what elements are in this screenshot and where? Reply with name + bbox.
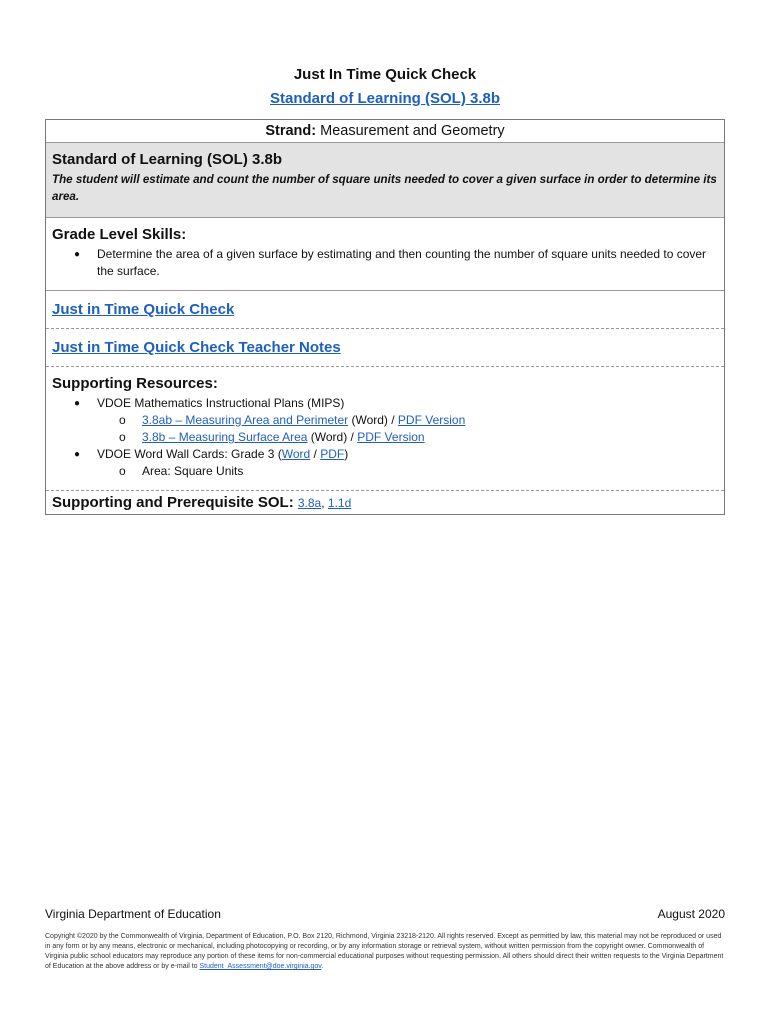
copyright-text: Copyright ©2020 by the Commonwealth of Virginia, Department of Education, P.O. Box 2120, Richmond, Virginia 23218-2120. All rights reserved. Except as permitted by law, this material may not be reproduced or used in any form or by any means, electronic or mechanical, including photocopying or recording, or by any information storage or retrieval system, without written permission from the copyright owner. Commonwealth of Virginia public school educators may reproduce any portion of these items for non-commercial educational purposes without requesting permission. All others should direct their written requests to the Virginia Department of Education at the above address or by e-mail to — [45, 933, 724, 970]
mips-area-perimeter-link[interactable]: 3.8ab – Measuring Area and Perimeter — [142, 413, 349, 427]
sub-bullet-icon: o — [119, 464, 126, 478]
copyright-notice — [45, 932, 727, 972]
sol-heading: Standard of Learning (SOL) 3.8b — [52, 151, 283, 168]
resources-heading: Supporting Resources: — [52, 375, 218, 392]
list-subitem — [52, 429, 718, 446]
footer-organization: Virginia Department of Education — [45, 907, 221, 921]
strand-value: Measurement and Geometry — [320, 123, 505, 139]
resource-text: VDOE Word Wall Cards: Grade 3 ( — [97, 447, 282, 461]
bullet-icon: ● — [74, 398, 81, 409]
teacher-notes-row — [46, 328, 724, 366]
list-item — [52, 246, 718, 280]
list-item — [52, 395, 718, 412]
bullet-icon: ● — [74, 449, 81, 460]
close-paren: ) — [344, 447, 349, 461]
word-wall-word-link[interactable]: Word — [281, 447, 311, 461]
strand-label: Strand: — [265, 123, 317, 139]
quick-check-row — [46, 290, 724, 328]
sol-table — [45, 119, 725, 515]
bullet-icon: ● — [74, 249, 81, 260]
sol-description: The student will estimate and count the number of square units needed to cover a given surface in order to determine its area. — [52, 173, 717, 203]
footer-date: August 2020 — [657, 907, 725, 921]
prereq-row — [46, 490, 724, 514]
word-label: (Word) / — [307, 430, 358, 444]
separator: / — [310, 447, 321, 461]
skills-row — [46, 217, 724, 290]
copyright-end: . — [321, 963, 324, 970]
skills-heading: Grade Level Skills: — [52, 226, 187, 243]
word-wall-pdf-link[interactable]: PDF — [320, 447, 345, 461]
word-wall-card-text: Area: Square Units — [142, 464, 244, 478]
quick-check-link[interactable]: Just in Time Quick Check — [52, 301, 235, 318]
skill-text: Determine the area of a given surface by estimating and then counting the number of square units needed to cover the surface. — [97, 247, 707, 278]
page-subtitle — [0, 90, 770, 107]
prereq-link-1-1d[interactable]: 1.1d — [327, 496, 352, 510]
sub-bullet-icon: o — [119, 430, 126, 444]
teacher-notes-link[interactable]: Just in Time Quick Check Teacher Notes — [52, 339, 341, 356]
resources-row — [46, 366, 724, 490]
mips-area-perimeter-pdf-link[interactable]: PDF Version — [397, 413, 466, 427]
separator: , — [321, 496, 328, 510]
prereq-label: Supporting and Prerequisite SOL: — [52, 494, 294, 511]
prereq-link-3-8a[interactable]: 3.8a — [297, 496, 322, 510]
list-subitem — [52, 463, 718, 480]
sol-link[interactable]: Standard of Learning (SOL) 3.8b — [269, 90, 501, 107]
mips-surface-area-pdf-link[interactable]: PDF Version — [357, 430, 425, 444]
prereq-links — [298, 496, 351, 510]
page-title: Just In Time Quick Check — [293, 66, 477, 83]
resource-text: VDOE Mathematics Instructional Plans (MIPS) — [97, 396, 345, 410]
list-subitem — [52, 412, 718, 429]
sub-bullet-icon: o — [119, 413, 126, 427]
word-label: (Word) / — [348, 413, 398, 427]
list-item — [52, 446, 718, 463]
mips-surface-area-link[interactable]: 3.8b – Measuring Surface Area — [142, 430, 308, 444]
email-link[interactable]: Student_Assessment@doe.virginia.gov — [199, 963, 322, 970]
strand-row — [46, 120, 724, 142]
sol-row — [46, 142, 724, 217]
